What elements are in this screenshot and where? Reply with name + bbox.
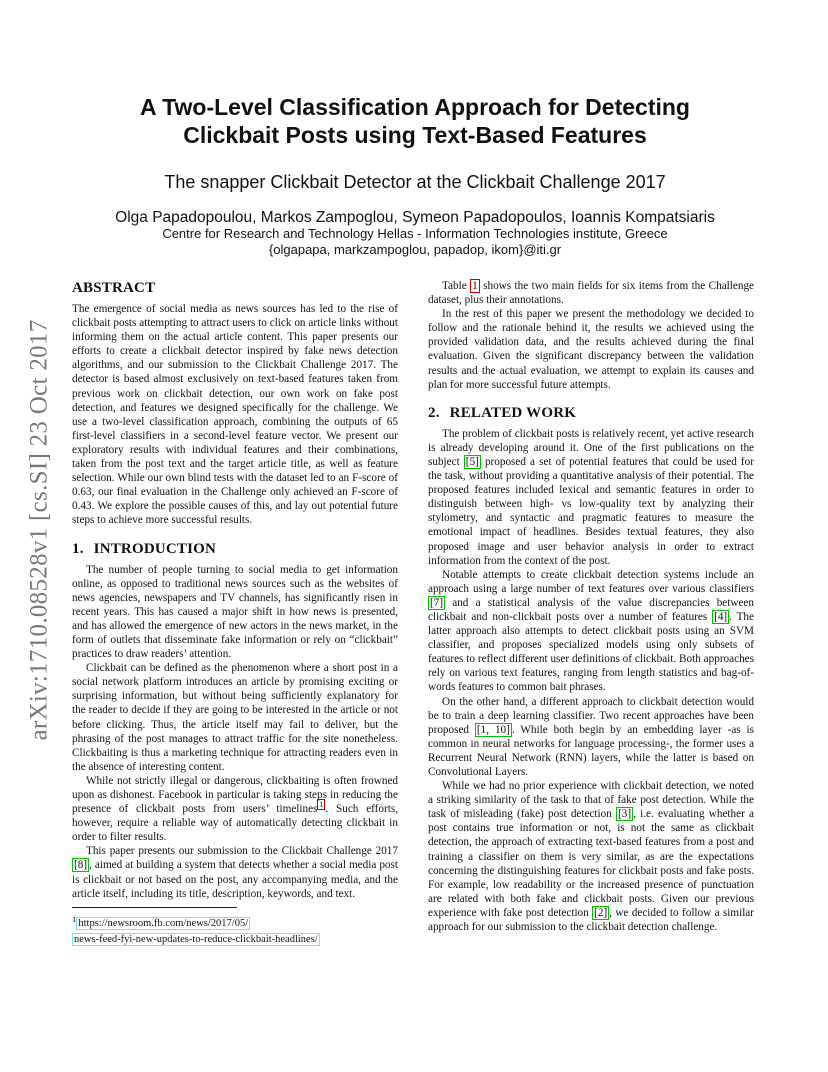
arxiv-stamp [20,300,60,760]
paper-title-line-1: A Two-Level Classification Approach for Detecting [140,94,690,120]
related-p4-text-b: , i.e. evaluating whether a post contains true information or not, is not the same as clickbait detection, the approach of extracting text-based features from a post and training a classifier on them is very similar, as are the expectations concerning the distinguishing features for clickbait posts and fake posts. For example, low readability or the increased presence of punctuation are related with both fake and clickbait posts. Given our previous experience with fake post detection [428,808,754,919]
related-p1-text-b: proposed a set of potential features that could be used for the task, without providing a quantitative analysis of their potential. The proposed features included lexical and semantic features in order to distinguish between high- vs low-quality text by analyzing their stylometry, and syntactic and pragmatic features to measure the emotional impact of headlines. Besides textual features, they also proposed image and user behavior analysis in order to extract information from the context of the post. [428,455,754,567]
footnote-link[interactable]: 1 [319,800,324,810]
related-p4-text-a: While we had no prior experience with clickbait detection, we noted a striking similarity of the task to that of fake post detection. While the task of misleading (fake) post detection [428,780,754,821]
section-title: RELATED WORK [449,404,577,421]
intro-p4-text-a: This paper presents our submission to the Clickbait Challenge 2017 [86,845,398,858]
affiliation: Centre for Research and Technology Hellas - Information Technologies institute, Greece [162,226,668,241]
abstract-text: The emergence of social media as news sources has led to the rise of clickbait posts attempting to attract users to click on article links without informing them on the actual article content. This paper presents our efforts to create a clickbait detector inspired by fake news detection algorithms, and our submission to the Clickbait Challenge 2017. The detector is based almost exclusively on text-based features taken from previous work on clickbait detection, our own work on fake post detection, and features we designed specifically for the challenge. We use a two-level classification approach, combining the outputs of 65 first-level classifiers in a second-level feature vector. We present our exploratory results with individual features and their combinations, taken from the post text and the target article title, as well as feature selection. While our own blind tests with the dataset led to an F-score of 0.63, our final evaluation in the Challenge only achieved an F-score of 0.43. We explore the possible causes of this, and lay out potential future steps to achieve more successful results. [72,303,398,527]
right-p1-text-a: Table [442,280,471,292]
footnote-mark: 1 [72,913,77,924]
related-p1-text-a: The problem of clickbait posts is relatively recent, yet active research is already developing around it. One of the first publications on the subject [428,427,754,468]
citation-link[interactable]: [3] [618,808,632,821]
footnote-url-part-1[interactable]: https://newsroom.fb.com/news/2017/05/ [78,918,249,930]
left-column [72,279,398,948]
right-paragraph-1 [428,279,754,307]
intro-paragraph-4 [72,844,398,900]
abstract-heading: ABSTRACT [72,280,156,296]
section-gap [428,392,754,404]
citation-link[interactable]: [5] [465,455,479,468]
paper-subtitle: The snapper Clickbait Detector at the Clickbait Challenge 2017 [164,172,666,192]
section-number: 2. [428,404,440,421]
intro-p3-text-a: While not strictly illegal or dangerous, clickbaiting is often frowned upon as dishonest. Facebook in particular is taking steps in reducing the presence of clickbait posts from users’ timelines [72,774,398,816]
related-work-heading [428,404,754,422]
related-p2-text-a: Notable attempts to create clickbait detection systems include an approach using a large number of text features over various classifiers [428,568,754,595]
related-paragraph-4 [428,779,754,934]
affiliation-block [70,226,760,257]
section-number: 1. [72,540,84,557]
footnote [72,911,398,949]
footnote-url-part-2[interactable]: news-feed-fyi-new-updates-to-reduce-clickbait-headlines/ [74,934,318,946]
author-list: Olga Papadopoulou, Markos Zampoglou, Symeon Papadopoulos, Ioannis Kompatsiaris [115,209,715,226]
right-column [428,279,754,934]
related-paragraph-1 [428,427,754,568]
citation-link[interactable]: [2] [594,906,608,919]
related-p3-text-a: On the other hand, a different approach to clickbait detection would be to train a deep learning classifier. Two recent approaches have been proposed [428,695,754,736]
related-paragraph-3 [428,695,754,780]
paper-title-line-2: Clickbait Posts using Text-Based Features [183,122,647,148]
citation-link[interactable]: [4] [714,610,728,623]
introduction-heading [72,540,398,558]
citation-link[interactable]: [1, 10] [476,723,510,736]
related-p4-text-c: , we decided to follow a similar approach for our submission to the clickbait detection challenge. [428,906,754,934]
related-p3-text-b: . While both begin by an embedding layer -as is common in neural networks for language processing-, the former uses a Recurrent Neural Network (RNN) layers, while the latter is based on Convolutional Layers. [428,723,754,778]
footnote-line-2 [72,932,398,948]
footnote-rule [72,907,237,908]
citation-link[interactable]: [8] [74,859,88,872]
related-p2-text-c: . The latter approach also attempts to detect clickbait posts using an SVM classifier, and proposes specialized models using only subsets of features to reflect different user definitions of clickbait. Both approaches rely on various text features, ranging from length statistics and bag-of-words features to common bait phrases. [428,610,754,694]
intro-paragraph-2: Clickbait can be defined as the phenomenon where a short post in a social network platform introduces an article by promising exciting or surprising information, but without being sufficiently explanatory for the reader to decide if they are going to be interested in the article or not before clicking. Thus, the article itself may fail to deliver, but the phrasing of the post manages to attract traffic for the site nonetheless. Clickbaiting is thus a marketing technique for attracting readers even in the absence of interesting content. [72,662,398,773]
section-title: INTRODUCTION [93,540,217,557]
citation-link[interactable]: [7] [430,596,444,609]
table-link[interactable]: 1 [472,280,478,292]
related-p2-text-b: and a statistical analysis of the value discrepancies between clickbait and non-clickbait posts over a number of features [428,596,754,623]
related-paragraph-2 [428,568,754,695]
intro-p3-text-b: . Such efforts, however, require a reliable way of automatically detecting clickbait in order to filter results. [72,803,398,844]
arxiv-stamp-text: arXiv:1710.08528v1 [cs.SI] 23 Oct 2017 [26,319,54,741]
section-gap [72,528,398,540]
intro-p4-text-b: , aimed at building a system that detects whether a social media post is clickbait or not based on the post, any accompanying media, and the article itself, including its title, description, keywords, and text. [72,859,398,900]
intro-paragraph-3 [72,774,398,844]
email-list: {olgapapa, markzampoglou, papadop, ikom}@iti.gr [268,241,562,257]
footnote-line-1 [72,911,398,933]
right-paragraph-2: In the rest of this paper we present the methodology we decided to follow and the rationale behind it, the results we achieved using the provided validation data, and the results achieved during the final evaluation. Given the significant discrepancy between the validation results and the actual evaluation, we attempt to explain its causes and plan for more successful future attempts. [428,308,754,391]
paper-title [70,93,760,149]
right-p1-text-b: shows the two main fields for six items from the Challenge dataset, plus their annotations. [428,280,755,307]
intro-paragraph-1: The number of people turning to social media to get information online, as opposed to traditional news sources such as the websites of news agencies, newspapers and TV channels, has significantly risen in recent years. This has caused a major shift in how news is presented, and has allowed the emergence of new actors in the news market, in the form of outlets that disseminate fake information or rely on “clickbait” practices to draw readers’ attention. [72,563,398,661]
